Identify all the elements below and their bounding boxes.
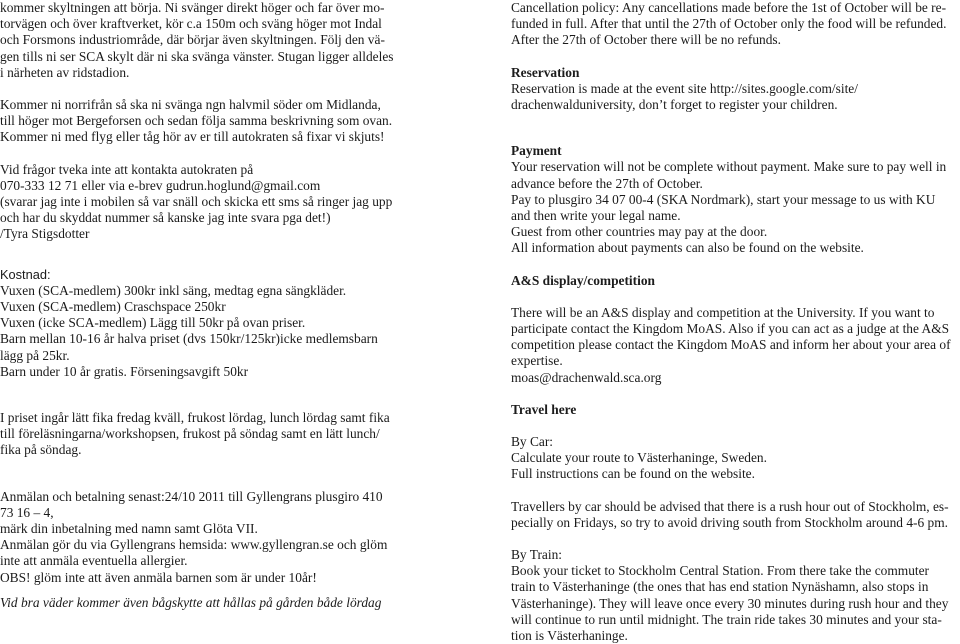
payment-heading: Payment xyxy=(511,143,562,159)
signature: /Tyra Stigsdotter xyxy=(0,226,90,242)
text-line: I priset ingår lätt fika fredag kväll, frukost lördag, lunch lördag samt fika xyxy=(0,410,390,426)
text-line: Cancellation policy: Any cancellations made before the 1st of October will be re- xyxy=(511,0,947,15)
text-line: märk din inbetalning med namn samt Glöta VII. xyxy=(0,521,258,537)
text-line: pecially on Fridays, so try to avoid driving south from Stockholm around 4-6 pm. xyxy=(511,514,949,530)
text-line: Vid frågor tveka inte att kontakta autokraten på xyxy=(0,161,254,177)
text-line: will continue to run until midnight. The train ride takes 30 minutes and your sta- xyxy=(511,611,942,627)
cost-heading: Kostnad: xyxy=(0,266,51,282)
text-line: funded in full. After that until the 27th of October only the food will be refunded. xyxy=(511,16,947,32)
text-line: till föreläsningarna/workshopsen, frukost på söndag samt en lätt lunch/ xyxy=(0,426,380,442)
included-paragraph xyxy=(0,410,468,459)
signup-paragraph xyxy=(0,489,468,586)
text-line: inte att anmäla eventuella allergier. xyxy=(0,553,188,569)
text-line: Anmälan och betalning senast:24/10 2011 till Gyllengrans plusgiro 410 xyxy=(0,488,383,504)
text-line: lägg på 25kr. xyxy=(0,347,70,363)
text-line: Kommer ni med flyg eller tåg hör av er till autokraten så fixar vi skjuts! xyxy=(0,129,385,145)
text-line: Vuxen (icke SCA-medlem) Lägg till 50kr på ovan priser. xyxy=(0,315,306,331)
as-heading: A&S display/competition xyxy=(511,272,655,288)
reservation-section xyxy=(511,65,960,114)
text-line: kommer skyltningen att börja. Ni svänger direkt höger och far över mo- xyxy=(0,0,385,15)
text-line: OBS! glöm inte att även anmäla barnen som är under 10år! xyxy=(0,569,317,585)
closing-line: Vid bra väder kommer även bågskytte att hållas på gården både lördag xyxy=(0,594,382,610)
text-line: After the 27th of October there will be no refunds. xyxy=(511,32,781,48)
text-line: Västerhaninge). They will leave once every 30 minutes during rush hour and they xyxy=(511,595,949,611)
text-line: There will be an A&S display and competition at the University. If you want to xyxy=(511,304,935,320)
text-line: Vuxen (SCA-medlem) Craschspace 250kr xyxy=(0,299,226,315)
text-line: and then write your legal name. xyxy=(511,208,681,224)
payment-section xyxy=(511,143,960,256)
text-line: participate contact the Kingdom MoAS. Also if you can act as a judge at the A&S xyxy=(511,321,950,337)
text-line: Your reservation will not be complete without payment. Make sure to pay well in xyxy=(511,159,947,175)
text-line: Vuxen (SCA-medlem) 300kr inkl säng, medtag egna sängkläder. xyxy=(0,282,347,298)
text-line: Book your ticket to Stockholm Central Station. From there take the commuter xyxy=(511,563,930,579)
text-line: All information about payments can also be found on the website. xyxy=(511,240,864,256)
text-line: Barn under 10 år gratis. Förseningsavgift 50kr xyxy=(0,363,249,379)
reservation-heading: Reservation xyxy=(511,64,580,80)
text-line: tion is Västerhaninge. xyxy=(511,628,628,644)
text-line: torvägen och över kraftverket, kör c.a 150m och sväng höger mot Indal xyxy=(0,16,382,32)
text-line: Guest from other countries may pay at the door. xyxy=(511,224,768,240)
text-line: 73 16 – 4, xyxy=(0,504,54,520)
text-line: Full instructions can be found on the website. xyxy=(511,466,755,482)
text-line: Pay to plusgiro 34 07 00-4 (SKA Nordmark), start your message to us with KU xyxy=(511,191,936,207)
text-line: Reservation is made at the event site http://sites.google.com/site/ xyxy=(511,80,858,96)
text-line: expertise. xyxy=(511,353,563,369)
text-line: drachenwalduniversity, don’t forget to register your children. xyxy=(511,97,838,113)
cost-section xyxy=(0,267,468,380)
email-text: moas@drachenwald.sca.org xyxy=(511,369,662,385)
text-line: fika på söndag. xyxy=(0,442,82,458)
text-line: gen tills ni ser SCA skylt där ni ska svänga vänster. Stugan ligger alldeles xyxy=(0,48,394,64)
as-section xyxy=(511,273,960,386)
text-line: och Forsmons industriområde, där börjar även skyltningen. Följ den vä- xyxy=(0,32,385,48)
text-line: i närheten av ridstadion. xyxy=(0,64,130,80)
text-line: Anmälan gör du via Gyllengrans hemsida: www.gyllengran.se och glöm xyxy=(0,537,388,553)
cancellation-paragraph xyxy=(511,0,960,49)
text-line: (svarar jag inte i mobilen så var snäll och skicka ett sms så ringer jag upp xyxy=(0,194,393,210)
travel-heading: Travel here xyxy=(511,401,577,417)
text-line: advance before the 27th of October. xyxy=(511,175,703,191)
car-heading: By Car: xyxy=(511,434,554,450)
directions-paragraph xyxy=(0,0,468,81)
right-column xyxy=(511,0,960,644)
text-line: till höger mot Bergeforsen och sedan följa samma beskrivning som ovan. xyxy=(0,113,393,129)
train-heading: By Train: xyxy=(511,547,562,563)
text-line: Kommer ni norrifrån så ska ni svänga ngn halvmil söder om Midlanda, xyxy=(0,97,381,113)
text-line: train to Västerhaninge (the ones that has end station Nynäshamn, also stops in xyxy=(511,579,929,595)
text-line: competition please contact the Kingdom MoAS and inform her about your area of xyxy=(511,337,951,353)
text-line: Barn mellan 10-16 år halva priset (dvs 150kr/125kr)icke medlemsbarn xyxy=(0,331,378,347)
left-column xyxy=(0,0,468,611)
travel-section xyxy=(511,402,960,644)
text-line: och har du skyddat nummer så kanske jag inte svara pga det!) xyxy=(0,210,331,226)
text-line: Calculate your route to Västerhaninge, Sweden. xyxy=(511,450,767,466)
text-line: Travellers by car should be advised that there is a rush hour out of Stockholm, es- xyxy=(511,498,949,514)
text-line: 070-333 12 71 eller via e-brev gudrun.hoglund@gmail.com xyxy=(0,177,321,193)
contact-paragraph xyxy=(0,162,468,243)
north-directions-paragraph xyxy=(0,97,468,146)
